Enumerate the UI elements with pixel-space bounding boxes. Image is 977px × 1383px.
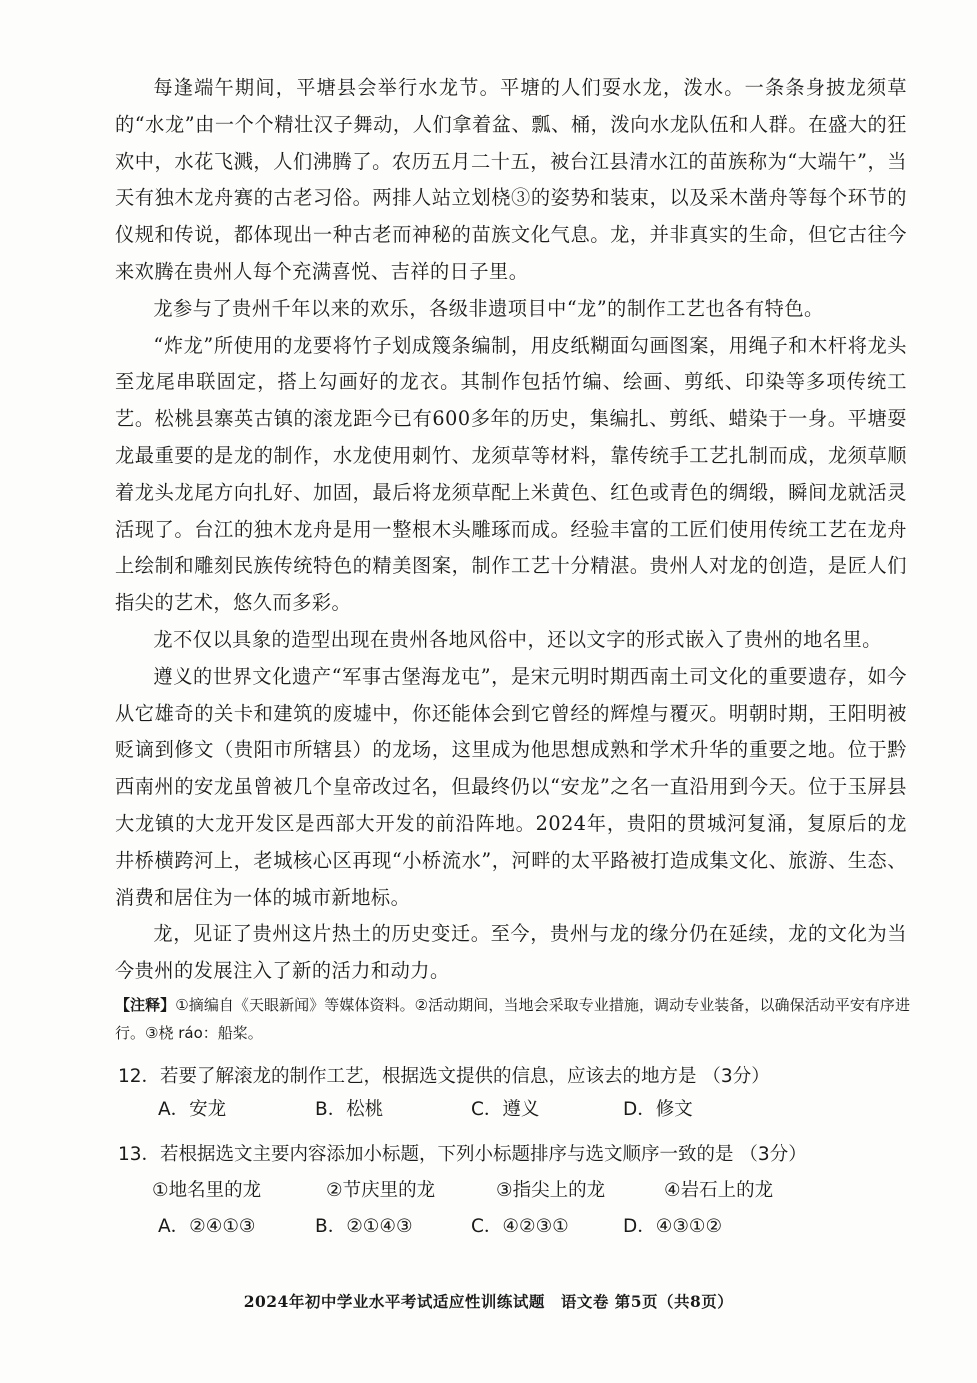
question-12-options <box>158 1095 718 1121</box>
question-12 <box>118 1062 770 1088</box>
page-footer: 2024年初中学业水平考试适应性训练试题 语文卷 第5页（共8页） <box>243 1292 734 1311</box>
q13-option-c[interactable]: C．④②③① <box>471 1216 569 1237</box>
question-13-options <box>158 1212 758 1238</box>
reading-passage <box>115 70 907 990</box>
annotation-note <box>115 991 910 1047</box>
question-13 <box>118 1140 807 1166</box>
q12-option-c[interactable]: C．遵义 <box>471 1099 540 1120</box>
question-13-subtitles <box>152 1176 812 1202</box>
q13-option-b[interactable]: B．②①④③ <box>315 1216 413 1237</box>
passage-paragraph-3: “炸龙”所使用的龙要将竹子划成篾条编制，用皮纸糊面勾画图案，用绳子和木杆将龙头至龙尾串联固定，搭上勾画好的龙衣。其制作包括竹编、绘画、剪纸、印染等多项传统工艺。松桃县寨英古镇的滚龙距今已有600多年的历史，集编扎、剪纸、蜡染于一身。平塘耍龙最重要的是龙的制作，水龙使用刺竹、龙须草等材料，靠传统手工艺扎制而成，龙须草顺着龙头龙尾方向扎好、加固，最后将龙须草配上米黄色、红色或青色的绸缎，瞬间龙就活灵活现了。台江的独木龙舟是用一整根木头雕琢而成。经验丰富的工匠们使用传统工艺在龙舟上绘制和雕刻民族传统特色的精美图案，制作工艺十分精湛。贵州人对龙的创造，是匠人们指尖的艺术，悠久而多彩。 <box>115 333 907 615</box>
subtitle-2: ②节庆里的龙 <box>326 1180 436 1201</box>
subtitle-1: ①地名里的龙 <box>152 1180 262 1201</box>
q12-option-a[interactable]: A．安龙 <box>158 1099 227 1120</box>
passage-paragraph-2: 龙参与了贵州千年以来的欢乐，各级非遗项目中“龙”的制作工艺也各有特色。 <box>153 296 824 320</box>
passage-paragraph-5: 遵义的世界文化遗产“军事古堡海龙屯”，是宋元明时期西南土司文化的重要遗存，如今从它雄奇的关卡和建筑的废墟中，你还能体会到它曾经的辉煌与覆灭。明朝时期，王阳明被贬谪到修文（贵阳市所辖县）的龙场，这里成为他思想成熟和学术升华的重要之地。位于黔西南州的安龙虽曾被几个皇帝改过名，但最终仍以“安龙”之名一直沿用到今天。位于玉屏县大龙镇的大龙开发区是西部大开发的前沿阵地。2024年，贵阳的贯城河复涌，复原后的龙井桥横跨河上，老城核心区再现“小桥流水”，河畔的太平路被打造成集文化、旅游、生态、消费和居住为一体的城市新地标。 <box>115 664 907 909</box>
subtitle-3: ③指尖上的龙 <box>496 1180 606 1201</box>
q13-option-d[interactable]: D．④③①② <box>623 1216 723 1237</box>
note-tag: 【注释】 <box>115 996 176 1014</box>
q12-option-b[interactable]: B．松桃 <box>315 1099 384 1120</box>
q12-option-d[interactable]: D．修文 <box>623 1099 693 1120</box>
note-text: ①摘编自《天眼新闻》等媒体资料。②活动期间，当地会采取专业措施，调动专业装备，以确保活动平安有序进行。③桡 ráo：船桨。 <box>115 996 910 1042</box>
question-13-stem: 13．若根据选文主要内容添加小标题，下列小标题排序与选文顺序一致的是 （3分） <box>118 1144 807 1165</box>
passage-paragraph-6: 龙，见证了贵州这片热土的历史变迁。至今，贵州与龙的缘分仍在延续，龙的文化为当今贵州的发展注入了新的活力和动力。 <box>115 922 907 983</box>
passage-paragraph-4: 龙不仅以具象的造型出现在贵州各地风俗中，还以文字的形式嵌入了贵州的地名里。 <box>153 627 882 651</box>
subtitle-4: ④岩石上的龙 <box>664 1180 774 1201</box>
q13-option-a[interactable]: A．②④①③ <box>158 1216 256 1237</box>
passage-paragraph-1: 每逢端午期间，平塘县会举行水龙节。平塘的人们耍水龙，泼水。一条条身披龙须草的“水龙”由一个个精壮汉子舞动，人们拿着盆、瓢、桶，泼向水龙队伍和人群。在盛大的狂欢中，水花飞溅，人们沸腾了。农历五月二十五，被台江县清水江的苗族称为“大端午”，当天有独木龙舟赛的古老习俗。两排人站立划桡③的姿势和装束，以及采木凿舟等每个环节的仪规和传说，都体现出一种古老而神秘的苗族文化气息。龙，并非真实的生命，但它古往今来欢腾在贵州人每个充满喜悦、吉祥的日子里。 <box>115 76 907 283</box>
question-12-stem: 12．若要了解滚龙的制作工艺，根据选文提供的信息，应该去的地方是 （3分） <box>118 1066 770 1087</box>
